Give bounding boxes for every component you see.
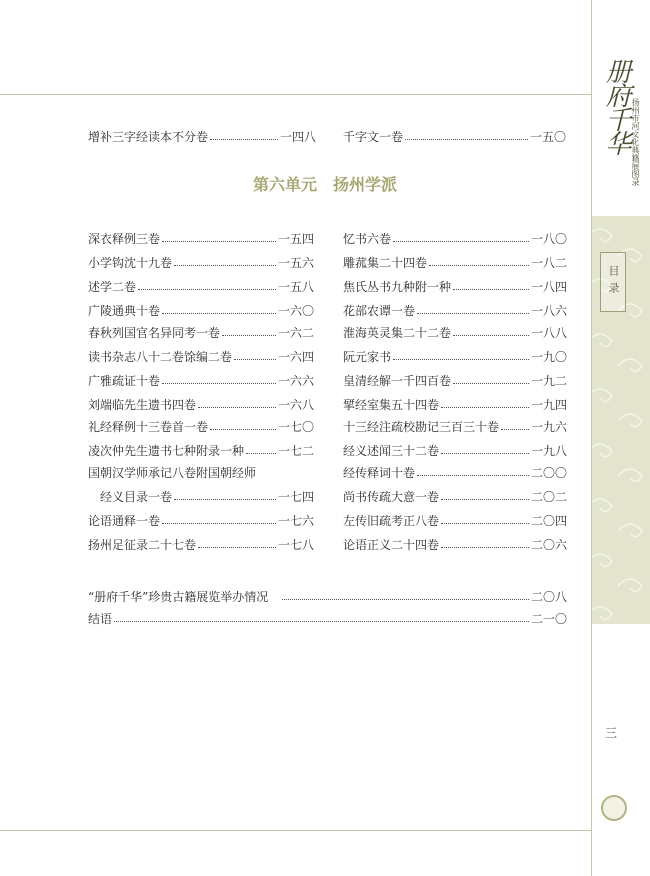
toc-entry [88,126,316,146]
toc-entry [88,462,314,482]
entry-page: 二〇〇 [530,465,567,480]
toc-entry [343,534,567,554]
entry-title: “册府千华”珍贵古籍展览举办情况 [88,589,269,604]
entry-page: 二〇六 [530,537,567,552]
entry-page: 一七八 [277,537,314,552]
dot-leader [441,453,529,454]
seal-icon [601,795,627,821]
entry-page: 一五四 [277,231,314,246]
toc-entry [100,486,314,506]
section-label: 目录 [600,252,626,312]
toc-entry [343,440,567,460]
toc-entry [343,370,567,390]
entry-title: 深衣释例三卷 [88,231,161,246]
entry-page: 一九八 [530,443,567,458]
dot-leader [501,429,529,430]
toc-entry [343,510,567,530]
entry-title: 雕菰集二十四卷 [343,255,428,270]
dot-leader [162,313,276,314]
entry-page: 一七〇 [277,419,314,434]
entry-title: 经义述闻三十二卷 [343,443,440,458]
entry-title: 皇清经解一千四百卷 [343,373,452,388]
toc-entry [88,416,314,436]
entry-title: 焦氏丛书九种附一种 [343,279,452,294]
dot-leader [453,335,529,336]
entry-title: 经义目录一卷 [100,489,173,504]
entry-title: 阮元家书 [343,349,392,364]
entry-page: 一六八 [277,397,314,412]
entry-title: 述学二卷 [88,279,137,294]
entry-title: 小学钩沈十九卷 [88,255,173,270]
toc-entry [343,252,567,272]
entry-page: 一六六 [277,373,314,388]
entry-page: 一六二 [277,325,314,340]
entry-page: 一九〇 [530,349,567,364]
toc-entry [88,608,567,628]
unit-number: 第六单元 [252,175,317,194]
bottom-rule [0,830,591,831]
dot-leader [453,383,529,384]
dot-leader [405,139,528,140]
dot-leader [162,383,276,384]
brand-calligraphy: 册府千华 [601,58,631,154]
toc-entry [343,126,566,146]
dot-leader [138,289,276,290]
entry-title: 广陵通典十卷 [88,303,161,318]
dot-leader [453,289,529,290]
toc-entry [88,252,314,272]
dot-leader [162,241,276,242]
dot-leader [210,139,278,140]
dot-leader [441,523,529,524]
dot-leader [441,547,529,548]
page-number: 三 [605,726,618,740]
entry-page: 一九二 [530,373,567,388]
entry-title: 广雅疏证十卷 [88,373,161,388]
unit-heading [0,172,650,195]
dot-leader [441,499,529,500]
toc-entry [88,228,314,248]
entry-title: 经传释词十卷 [343,465,416,480]
toc-entry [343,300,567,320]
toc-entry [88,276,314,296]
entry-page: 一八四 [530,279,567,294]
dot-leader [222,335,276,336]
dot-leader [393,241,529,242]
dot-leader [246,453,276,454]
entry-page: 一六四 [277,349,314,364]
entry-page: 一九四 [530,397,567,412]
entry-title: 刘端临先生遗书四卷 [88,397,197,412]
dot-leader [441,407,529,408]
entry-page: 一八〇 [530,231,567,246]
entry-title: 花部农谭一卷 [343,303,416,318]
entry-title: 论语通释一卷 [88,513,161,528]
entry-page: 二〇八 [530,589,567,604]
entry-title: 揅经室集五十四卷 [343,397,440,412]
toc-entry [88,300,314,320]
entry-page: 一四八 [279,129,316,144]
toc-entry [343,394,567,414]
entry-page: 二〇四 [530,513,567,528]
entry-title: 千字文一卷 [343,129,404,144]
toc-entry [88,440,314,460]
dot-leader [198,547,276,548]
toc-entry [343,486,567,506]
toc-entry [88,394,314,414]
toc-entry [343,228,567,248]
toc-entry [343,346,567,366]
unit-name: 扬州学派 [333,175,398,194]
entry-page: 一九六 [530,419,567,434]
toc-entry [88,346,314,366]
dot-leader [429,265,529,266]
entry-title: 尚书传疏大意一卷 [343,489,440,504]
entry-title: 淮海英灵集二十二卷 [343,325,452,340]
entry-page: 一八二 [530,255,567,270]
toc-entry [88,510,314,530]
entry-page: 一七二 [277,443,314,458]
entry-title: 国朝汉学师承记八卷附国朝经师 [88,465,257,480]
entry-page: 一八六 [530,303,567,318]
entry-page: 二一〇 [530,611,567,626]
entry-title: 左传旧疏考正八卷 [343,513,440,528]
toc-entry [88,586,567,606]
entry-title: 忆书六卷 [343,231,392,246]
dot-leader [174,265,276,266]
entry-page: 一七四 [277,489,314,504]
toc-entry [88,322,314,342]
entry-title: 结语 [88,611,113,626]
entry-page: 一五八 [277,279,314,294]
entry-title: 读书杂志八十二卷馀编二卷 [88,349,233,364]
entry-page: 一五六 [277,255,314,270]
entry-title: 春秋列国官名异同考一卷 [88,325,221,340]
dot-leader [114,621,529,622]
toc-entry [343,276,567,296]
dot-leader [393,359,529,360]
book-subtitle: 扬州市河文化典籍展图录 [631,98,640,186]
entry-title: 论语正义二十四卷 [343,537,440,552]
toc-entry [88,534,314,554]
dot-leader [282,599,529,600]
toc-entry [343,416,567,436]
dot-leader [198,407,276,408]
entry-page: 二〇二 [530,489,567,504]
entry-title: 增补三字经读本不分卷 [88,129,209,144]
dot-leader [210,429,276,430]
entry-page: 一六〇 [277,303,314,318]
entry-page: 一七六 [277,513,314,528]
entry-page: 一八八 [530,325,567,340]
dot-leader [174,499,276,500]
entry-title: 扬州足征录二十七卷 [88,537,197,552]
entry-title: 礼经释例十三卷首一卷 [88,419,209,434]
toc-entry [88,370,314,390]
top-rule [0,94,591,95]
entry-page: 一五〇 [529,129,566,144]
dot-leader [417,475,529,476]
entry-title: 凌次仲先生遗书七种附录一种 [88,443,245,458]
toc-entry [343,322,567,342]
dot-leader [234,359,276,360]
toc-entry [343,462,567,482]
dot-leader [417,313,529,314]
entry-title: 十三经注疏校勘记三百三十卷 [343,419,500,434]
dot-leader [162,523,276,524]
